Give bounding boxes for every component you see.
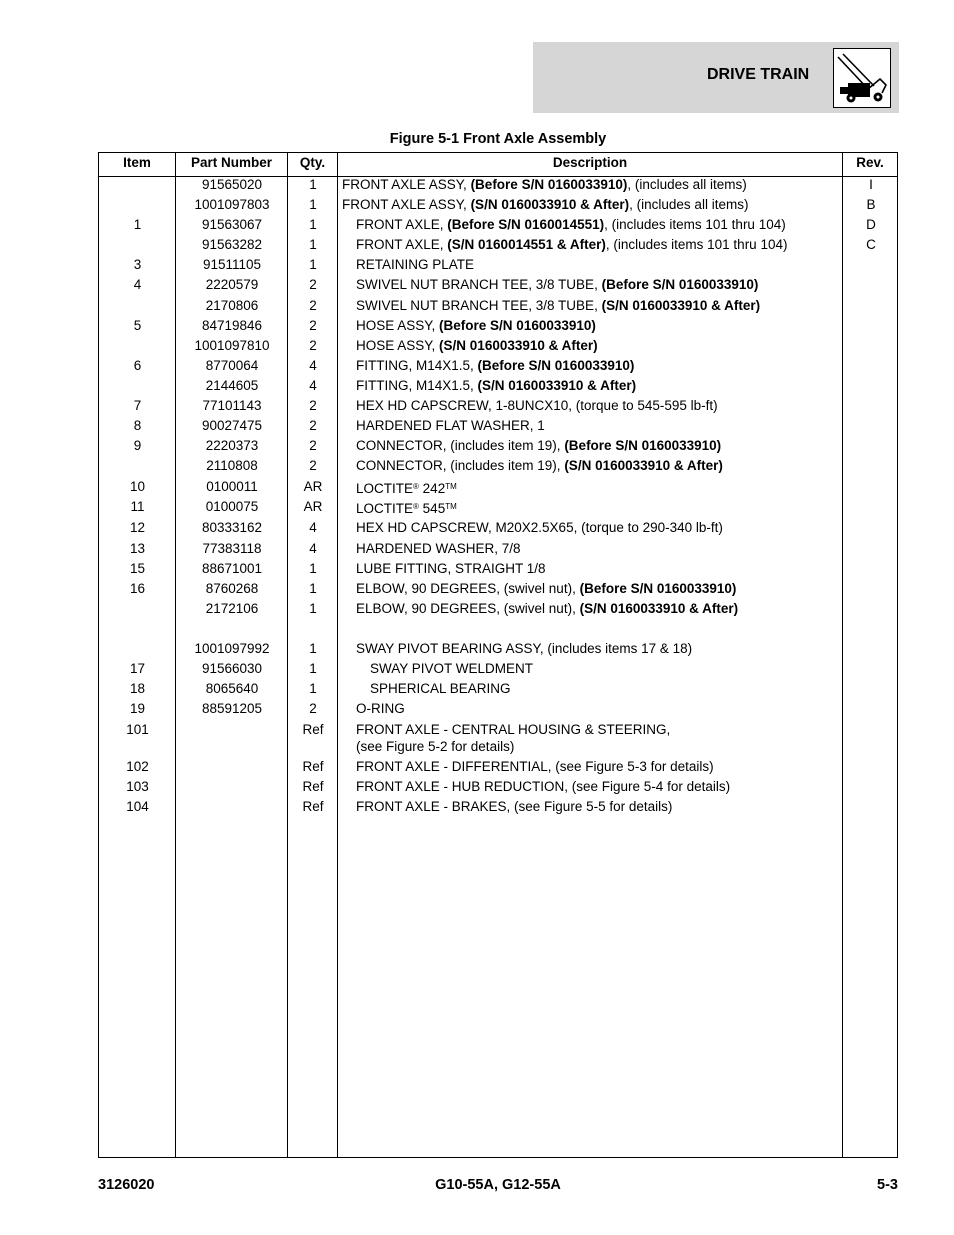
description-text: SWAY PIVOT WELDMENT — [370, 661, 534, 676]
item-number: 1 — [133, 217, 142, 232]
description — [342, 758, 856, 775]
description-text: (S/N 0160033910 & After) — [439, 338, 598, 353]
part-number: 77101143 — [202, 398, 262, 413]
description-text: (S/N 0160033910 & After) — [477, 378, 637, 393]
item-number: 18 — [129, 681, 146, 696]
quantity: 1 — [309, 217, 317, 232]
description-text: FRONT AXLE - HUB REDUCTION, (see Figure 5-4 for details) — [356, 779, 731, 794]
column-header-item: Item — [123, 155, 151, 170]
description — [342, 176, 842, 193]
description — [342, 377, 856, 394]
part-number: 2220373 — [205, 438, 259, 453]
revision: B — [866, 197, 876, 212]
part-number: 2170806 — [205, 298, 259, 313]
description — [342, 297, 856, 314]
description — [342, 317, 856, 334]
description-text: , (includes all items) — [629, 197, 749, 212]
quantity: 2 — [309, 701, 317, 716]
quantity: 1 — [309, 177, 317, 192]
part-number: 77383118 — [202, 541, 262, 556]
part-number: 84719846 — [201, 318, 263, 333]
description — [342, 540, 856, 557]
part-number: 88671001 — [201, 561, 263, 576]
description-text: ELBOW, 90 DEGREES, (swivel nut), — [356, 581, 580, 596]
part-number: 8770064 — [205, 358, 259, 373]
description-text: SWAY PIVOT BEARING ASSY, (includes items 17 & 18) — [356, 641, 693, 656]
quantity: Ref — [302, 799, 324, 814]
description-text: ® — [413, 482, 419, 491]
description-text: FITTING, M14X1.5, — [356, 378, 478, 393]
part-number: 2110808 — [206, 458, 258, 473]
quantity: 4 — [309, 520, 317, 535]
item-number: 11 — [130, 499, 145, 514]
description — [342, 337, 856, 354]
part-number: 91563067 — [201, 217, 263, 232]
description-text: HOSE ASSY, — [356, 338, 440, 353]
item-number: 10 — [129, 479, 146, 494]
description-text: HARDENED FLAT WASHER, 1 — [356, 418, 545, 433]
item-number: 12 — [129, 520, 146, 535]
description-text: ELBOW, 90 DEGREES, (swivel nut), — [356, 601, 580, 616]
description — [342, 216, 856, 233]
item-number: 13 — [129, 541, 146, 556]
item-number: 101 — [126, 722, 149, 737]
quantity: Ref — [302, 779, 324, 794]
quantity: 1 — [309, 601, 317, 616]
item-number: 15 — [129, 561, 146, 576]
description-text: FRONT AXLE, — [356, 237, 448, 252]
description-text: (S/N 0160033910 & After) — [601, 298, 761, 313]
quantity: 4 — [309, 358, 317, 373]
description — [342, 357, 856, 374]
forklift-icon — [833, 48, 891, 108]
description — [342, 236, 856, 253]
description — [342, 437, 856, 454]
description — [342, 640, 856, 657]
part-number: 88591205 — [201, 701, 263, 716]
description-text: ® — [413, 502, 419, 511]
item-number: 8 — [133, 418, 142, 433]
quantity: 2 — [309, 318, 317, 333]
item-number: 104 — [126, 799, 149, 814]
description — [342, 721, 856, 755]
part-number: 1001097992 — [194, 641, 270, 656]
description — [342, 519, 856, 536]
description-text: SWIVEL NUT BRANCH TEE, 3/8 TUBE, — [356, 277, 602, 292]
revision: I — [869, 177, 873, 192]
quantity: 1 — [309, 661, 317, 676]
description-text: FRONT AXLE - BRAKES, (see Figure 5-5 for details) — [356, 799, 673, 814]
figure-title: Figure 5-1 Front Axle Assembly — [389, 131, 607, 147]
part-number: 91563282 — [201, 237, 263, 252]
description-text: CONNECTOR, (includes item 19), — [356, 458, 565, 473]
description-text: , (includes items 101 thru 104) — [604, 217, 786, 232]
item-number: 102 — [126, 759, 149, 774]
description-text: (see Figure 5-2 for details) — [356, 739, 515, 754]
part-number: 2144605 — [205, 378, 259, 393]
description — [342, 397, 856, 414]
description — [342, 680, 870, 697]
item-number: 16 — [129, 581, 146, 596]
description — [342, 498, 856, 517]
part-number: 8065640 — [205, 681, 259, 696]
description-text: (S/N 0160014551 & After) — [447, 237, 606, 252]
description-text: FRONT AXLE ASSY, — [342, 197, 471, 212]
part-number: 80333162 — [201, 520, 263, 535]
column-header-part-number: Part Number — [190, 155, 273, 170]
quantity: 2 — [309, 418, 317, 433]
description-text: (Before S/N 0160033910) — [439, 318, 596, 333]
part-number: 91566030 — [201, 661, 263, 676]
description-text: RETAINING PLATE — [356, 257, 475, 272]
description-text: TM — [445, 482, 457, 491]
description-text: , (includes items 101 thru 104) — [605, 237, 788, 252]
column-header-rev: Rev. — [856, 155, 884, 170]
revision: D — [866, 217, 876, 232]
description-text: (S/N 0160033910 & After) — [579, 601, 739, 616]
description-text: (Before S/N 0160033910) — [564, 438, 722, 453]
description — [342, 276, 856, 293]
part-number: 1001097803 — [194, 197, 270, 212]
quantity: 2 — [309, 398, 317, 413]
description — [342, 778, 856, 795]
description-text: (Before S/N 0160033910) — [579, 581, 737, 596]
description — [342, 196, 842, 213]
description-text: CONNECTOR, (includes item 19), — [356, 438, 565, 453]
description-text: HEX HD CAPSCREW, 1-8UNCX10, (torque to 545-595 lb-ft) — [356, 398, 718, 413]
quantity: 2 — [309, 298, 317, 313]
column-header-description: Description — [552, 155, 628, 170]
description-text: SPHERICAL BEARING — [370, 681, 511, 696]
part-number: 8760268 — [205, 581, 259, 596]
part-number: 0100075 — [205, 499, 259, 514]
description-text: (Before S/N 0160014551) — [447, 217, 605, 232]
description — [342, 417, 856, 434]
quantity: 1 — [309, 681, 317, 696]
description-text: 242 — [418, 481, 446, 496]
item-number: 6 — [133, 358, 142, 373]
footer-document-number: 3126020 — [98, 1177, 155, 1193]
description-text: LUBE FITTING, STRAIGHT 1/8 — [356, 561, 546, 576]
part-number: 91565020 — [201, 177, 263, 192]
description-text: FITTING, M14X1.5, — [356, 358, 478, 373]
description-text: LOCTITE — [356, 501, 414, 516]
quantity: 2 — [309, 458, 317, 473]
item-number: 5 — [133, 318, 142, 333]
description-text: SWIVEL NUT BRANCH TEE, 3/8 TUBE, — [356, 298, 602, 313]
description — [342, 798, 856, 815]
description-text: O-RING — [356, 701, 405, 716]
quantity: 1 — [309, 197, 317, 212]
footer-models: G10-55A, G12-55A — [435, 1177, 561, 1193]
column-header-qty: Qty. — [299, 155, 326, 170]
description — [342, 580, 856, 597]
item-number: 9 — [133, 438, 142, 453]
quantity: 1 — [309, 641, 317, 656]
description-text: LOCTITE — [356, 481, 414, 496]
quantity: 4 — [309, 378, 317, 393]
part-number: 0100011 — [206, 479, 258, 494]
quantity: 4 — [309, 541, 317, 556]
quantity: 2 — [309, 438, 317, 453]
part-number: 90027475 — [201, 418, 263, 433]
quantity: Ref — [302, 722, 324, 737]
description-text: HEX HD CAPSCREW, M20X2.5X65, (torque to 290-340 lb-ft) — [356, 520, 723, 535]
description — [342, 478, 856, 497]
description-text: HOSE ASSY, — [356, 318, 440, 333]
parts-table — [98, 152, 898, 1158]
quantity: 2 — [309, 338, 317, 353]
quantity: 2 — [309, 277, 317, 292]
description-text: (S/N 0160033910 & After) — [470, 197, 630, 212]
section-header — [533, 42, 899, 113]
quantity: Ref — [302, 759, 324, 774]
footer-page-number: 5-3 — [877, 1177, 898, 1193]
description-text: 545 — [418, 501, 446, 516]
description-text: (S/N 0160033910 & After) — [564, 458, 723, 473]
quantity: 1 — [309, 581, 317, 596]
description-text: TM — [445, 502, 457, 511]
item-number: 17 — [129, 661, 146, 676]
quantity: 1 — [309, 257, 317, 272]
description-text: (Before S/N 0160033910) — [601, 277, 759, 292]
description-text: FRONT AXLE - DIFFERENTIAL, (see Figure 5-3 for details) — [356, 759, 714, 774]
description-text: , (includes all items) — [627, 177, 747, 192]
description — [342, 256, 856, 273]
item-number: 19 — [129, 701, 146, 716]
description-text: HARDENED WASHER, 7/8 — [356, 541, 521, 556]
description-text: FRONT AXLE ASSY, — [342, 177, 471, 192]
item-number: 103 — [126, 779, 149, 794]
description-text: FRONT AXLE - CENTRAL HOUSING & STEERING, — [356, 722, 671, 737]
section-title: DRIVE TRAIN — [707, 66, 810, 83]
part-number: 2220579 — [205, 277, 259, 292]
item-number: 3 — [133, 257, 142, 272]
quantity: AR — [303, 499, 323, 514]
description — [342, 660, 870, 677]
quantity: 1 — [309, 561, 317, 576]
revision: C — [866, 237, 876, 252]
part-number: 1001097810 — [194, 338, 270, 353]
part-number: 2172106 — [205, 601, 259, 616]
item-number: 7 — [133, 398, 142, 413]
description — [342, 560, 856, 577]
quantity: AR — [303, 479, 323, 494]
description — [342, 600, 856, 617]
description-text: FRONT AXLE, — [356, 217, 448, 232]
item-number: 4 — [133, 277, 142, 292]
description — [342, 457, 856, 474]
description-text: (Before S/N 0160033910) — [477, 358, 635, 373]
quantity: 1 — [309, 237, 317, 252]
description-text: (Before S/N 0160033910) — [470, 177, 628, 192]
part-number: 91511105 — [202, 257, 262, 272]
description — [342, 700, 856, 717]
